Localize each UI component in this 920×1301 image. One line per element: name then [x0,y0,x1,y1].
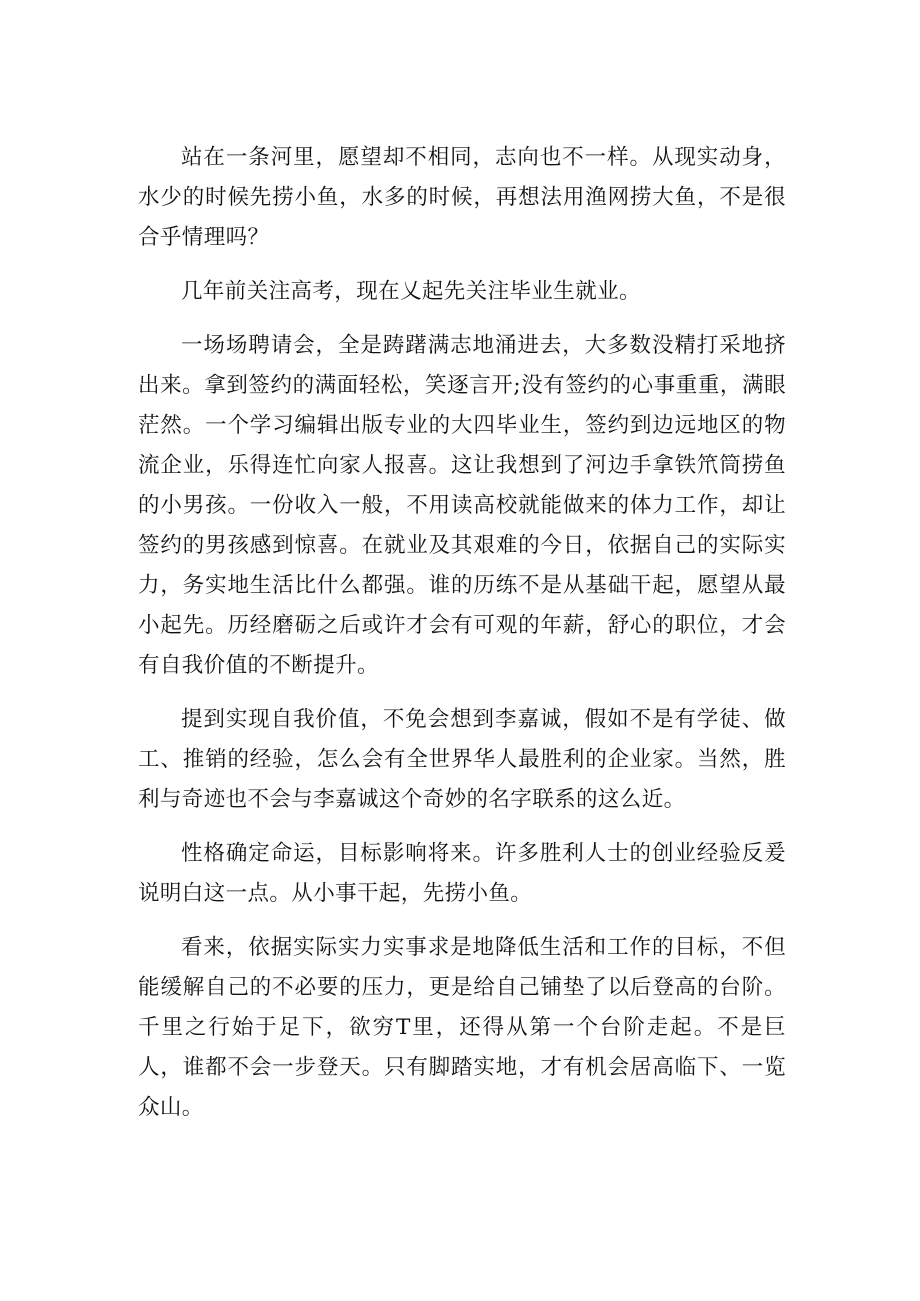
paragraph-5: 性格确定命运，目标影响将来。许多胜利人士的创业经验反爰说明白这一点。从小事干起，先捞小鱼。 [138,841,786,906]
paragraph-2: 几年前关注高考，现在乂起先关注毕业生就业。 [181,279,641,304]
paragraph-3: 一场场聘请会，全是踌躇满志地涌进去，大多数没精打采地挤出来。拿到签约的满面轻松，笑逐言开;没有签约的心事重重，满眼茫然。一个学习编辑出版专业的大四毕业生，签约到边远地区的物流企业，乐得连忙向家人报喜。这让我想到了河边手拿铁笊筒捞鱼的小男孩。一份收入一般，不用读高校就能做来的体力工作，却让签约的男孩感到惊喜。在就业及其艰难的今日，依据自己的实际实力，务实地生活比什么都强。谁的历练不是从基础干起，愿望从最小起先。历经磨砺之后或许才会有可观的年薪，舒心的职位，才会有自我价值的不断提升。 [138,333,786,678]
document-body [138,138,786,1142]
paragraph-1: 站在一条河里，愿望却不相同，志向也不一样。从现实动身，水少的时候先捞小鱼，水多的时候，再想法用渔网捞大鱼，不是很合乎情理吗？ [138,145,786,250]
paragraph-4: 提到实现自我价值，不免会想到李嘉诚，假如不是有学徒、做工、推销的经验，怎么会有全世界华人最胜利的企业家。当然，胜利与奇迹也不会与李嘉诚这个奇妙的名字联系的这么近。 [138,707,786,812]
paragraph-6: 看来，依据实际实力实事求是地降低生活和工作的目标，不但能缓解自己的不必要的压力，更是给自己铺垫了以后登高的台阶。千里之行始于足下，欲穷T里，还得从第一个台阶走起。不是巨人，谁都不会一步登天。只有脚踏实地，才有机会居高临下、一览众山。 [138,935,786,1120]
